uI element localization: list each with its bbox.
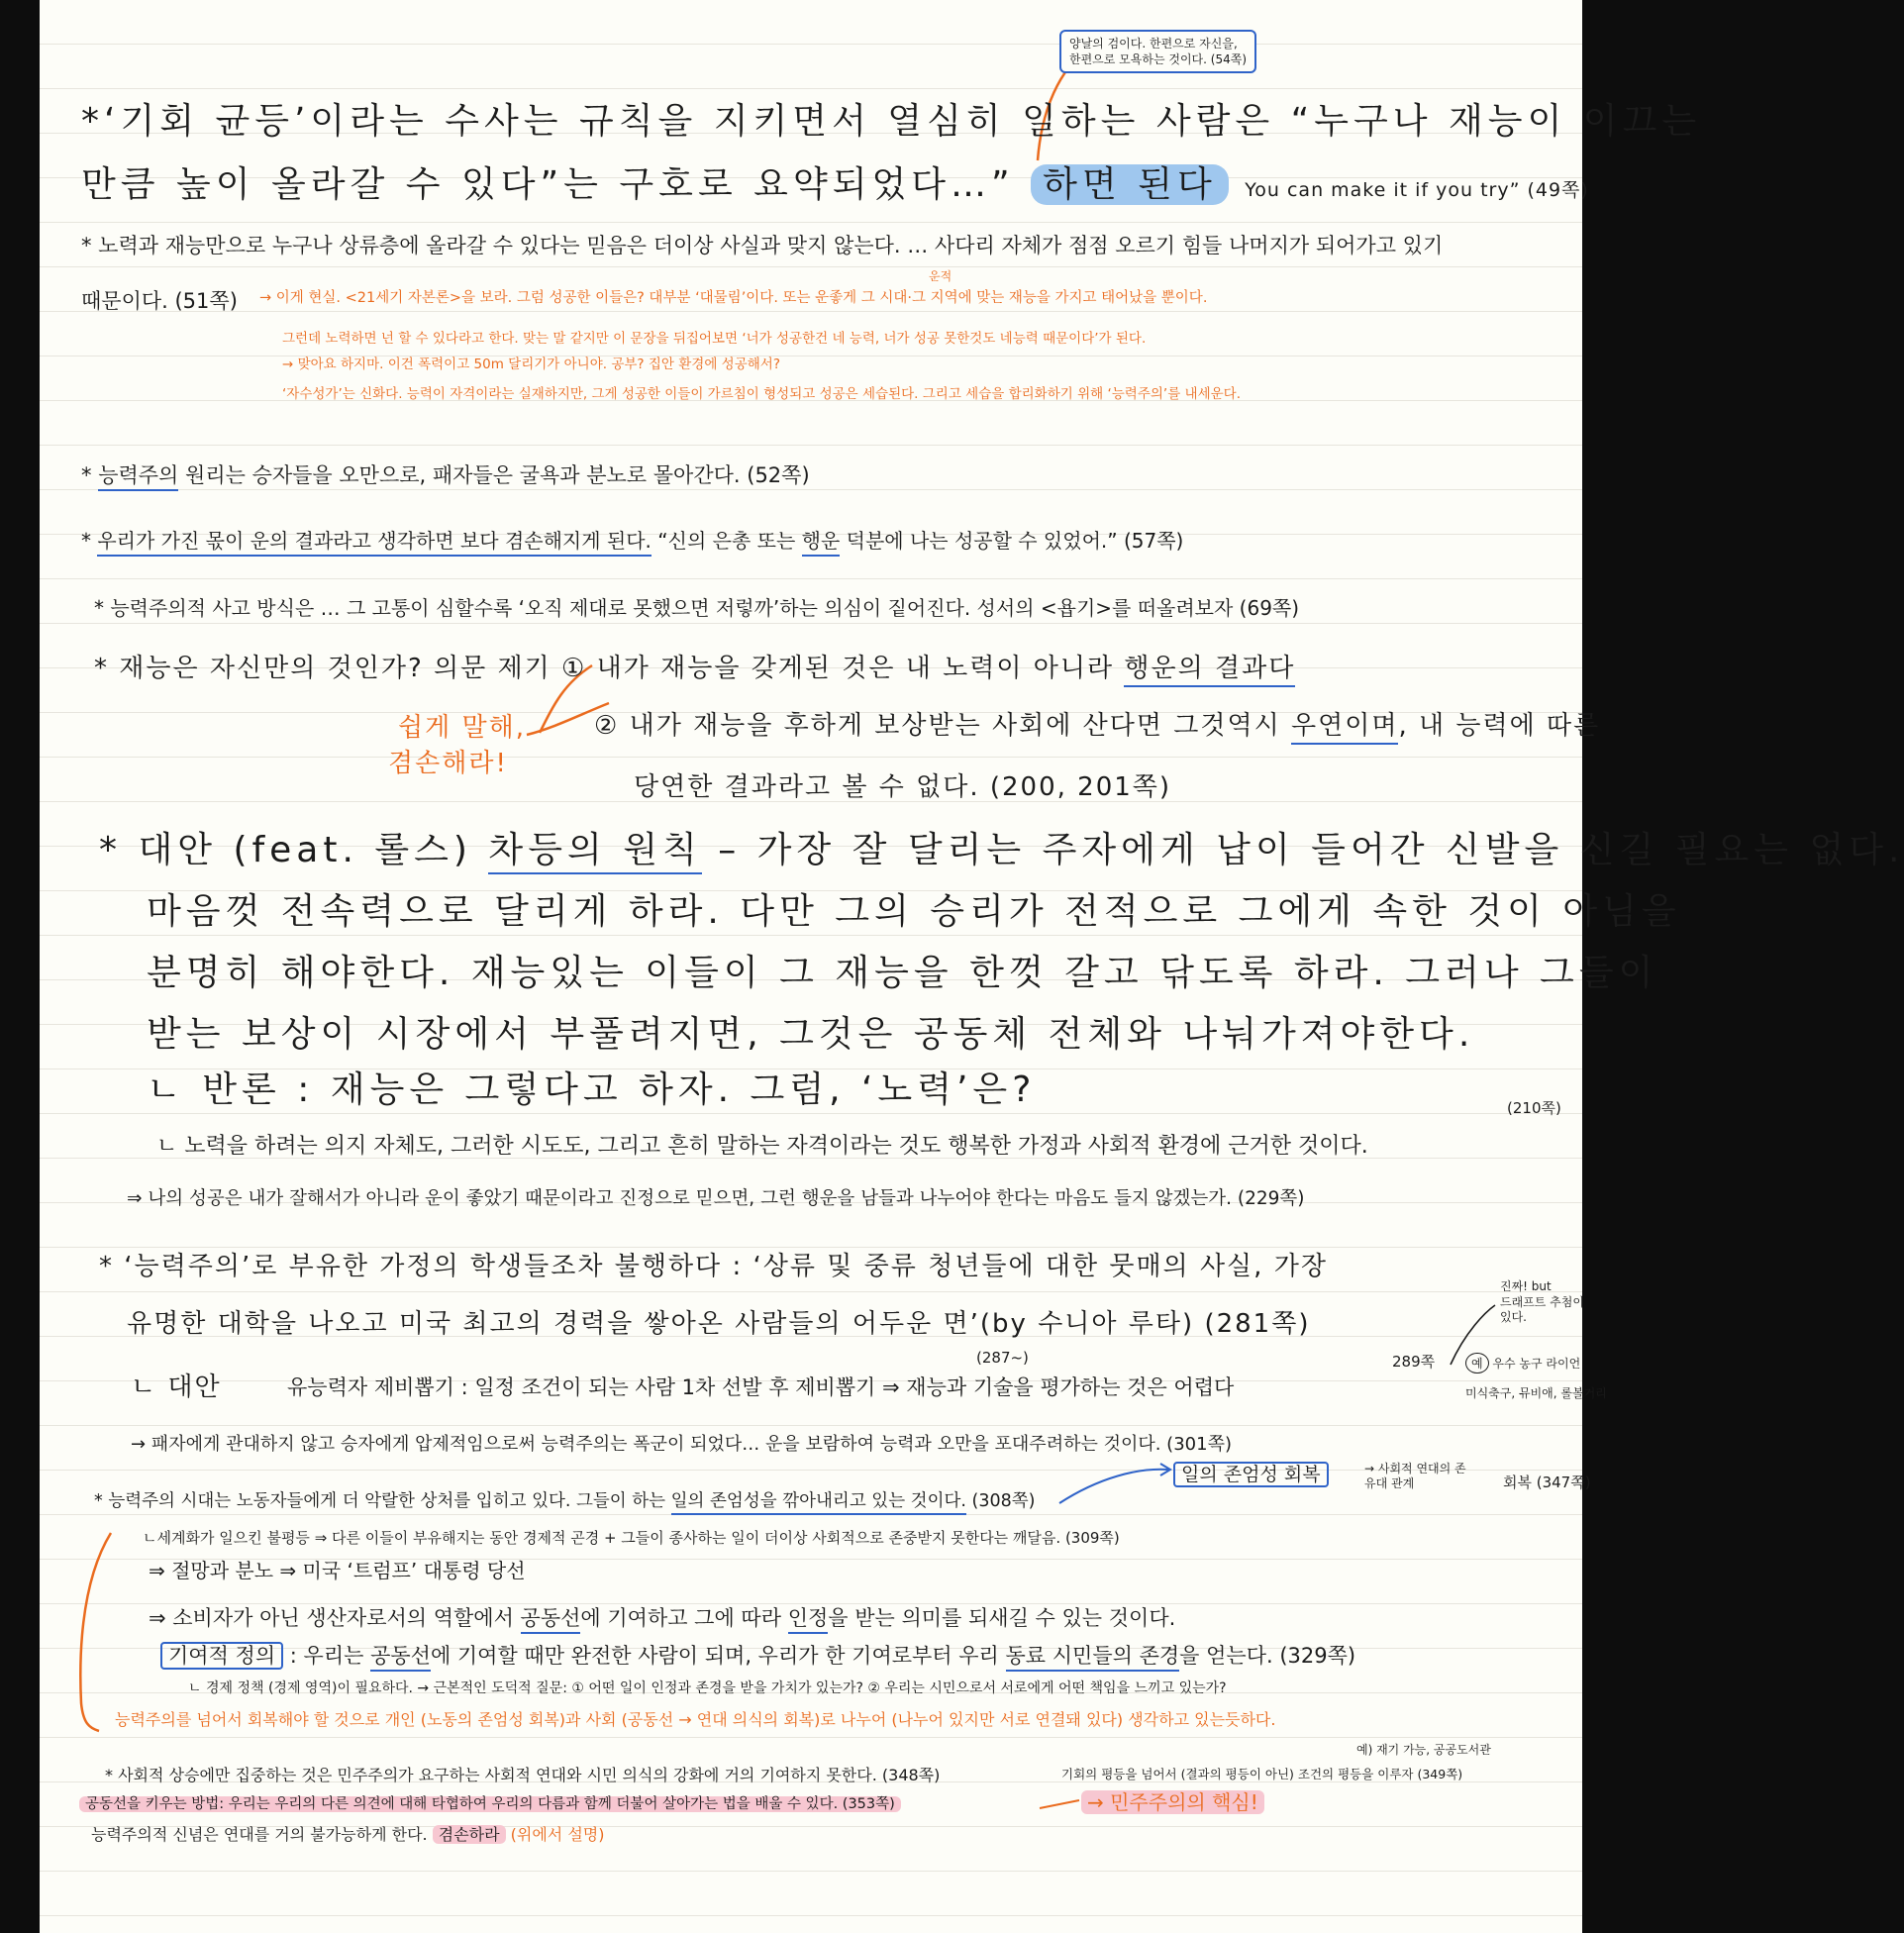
quote3-text: 원리는 승자들을 오만으로, 패자들은 굴욕과 분노로 몰아간다. (52쪽) — [185, 463, 810, 487]
cj-mid: 에 기여할 때만 완전한 사람이 되며, 우리가 한 기여로부터 우리 — [430, 1644, 1006, 1668]
dignity-restore-box — [1173, 1460, 1329, 1486]
solidarity-line1: → 사회적 연대의 존 — [1364, 1462, 1466, 1475]
callout-line-1: 양날의 검이다. 한편으로 자신을, — [1069, 37, 1238, 51]
notebook-page — [40, 0, 1904, 1933]
quote7-line1 — [99, 822, 1904, 872]
quote7-line4: 받는 보상이 시장에서 부풀려지면, 그것은 공동체 전체와 나눠가져야한다. — [147, 1014, 1475, 1055]
quote2-line2: 때문이다. (51쪽) — [81, 289, 238, 313]
summary-orange: 능력주의를 넘어서 회복해야 할 것으로 개인 (노동의 존엄성 회복)과 사회 (공동선 → 연대 의식의 회복)로 나누어 (나누어 있지만 서로 연결돼 있다) 생각하고 있는듯하다. — [115, 1710, 1276, 1729]
example-circle: 예 — [1465, 1353, 1489, 1373]
tyrant-note: → 패자에게 관대하지 않고 승자에게 압제적임으로써 능력주의는 폭군이 되었다… 운을 보람하여 능력과 오만을 포대주려하는 것이다. (301쪽) — [131, 1434, 1232, 1455]
orange-note-2: 그런데 노력하면 넌 할 수 있다라고 한다. 맞는 말 같지만 이 문장을 뒤집어보면 ‘너가 성공한건 네 능력, 너가 성공 못한것도 네능력 때문이다’가 된다. — [282, 331, 1147, 347]
common-good-text: ⇒ 소비자가 아닌 생산자로서의 역할에서 — [149, 1606, 521, 1630]
quote6-line3: 당연한 결과라고 볼 수 없다. (200, 201쪽) — [634, 772, 1172, 802]
common-good: 공동선 — [521, 1606, 581, 1634]
contributive-justice-term: 기여적 정의 — [160, 1642, 283, 1670]
orange-note-3: → 맞아요 하지마. 이건 폭력이고 50m 달리기가 아니야. 공부? 집안 환경에 성공해서? — [282, 356, 780, 372]
common-good-note — [149, 1602, 1175, 1632]
solidarity-line2: 유대 관계 — [1364, 1476, 1415, 1490]
quote6-chance: 우연이며 — [1291, 711, 1398, 745]
quote4-underlined: 우리가 가진 몫이 운의 결과라고 생각하면 보다 겸손해지게 된다. — [97, 529, 651, 557]
quote7-rest: – 가장 잘 달리는 주자에게 납이 들어간 신발을 신길 필요는 없다. — [701, 830, 1904, 870]
small-note-luck: 운적 — [929, 269, 952, 283]
orange-note-reality: → 이게 현실. <21세기 자본론>을 보라. 그럼 성공한 이들은? 대부분 ‘대물림’이다. 또는 운좋게 그 시대·그 지역에 맞는 재능을 가지고 태어났을 뿐이다. — [259, 290, 1208, 306]
democracy-core — [1081, 1786, 1264, 1815]
draft-note-line1: 진짜! but — [1500, 1279, 1552, 1293]
common-good-mid: 에 기여하고 그에 따라 — [580, 1606, 788, 1630]
orange-note-4: ‘자수성가’는 신화다. 능력이 자격이라는 실재하지만, 그게 성공한 이들이 가르침이 형성되고 성공은 세습된다. 그리고 세습을 합리화하기 위해 ‘능력주의’를 내세운다. — [282, 386, 1241, 402]
quote9-line1 — [94, 1487, 1035, 1512]
quote3-underlined: 능력주의 — [98, 463, 178, 491]
globalization-note: ㄴ세계화가 일으킨 불평등 ⇒ 다른 이들이 부유해지는 동안 경제적 곤경 + 그들이 종사하는 일이 더이상 사회적으로 존중받지 못한다는 깨달음. (309쪽) — [143, 1529, 1120, 1547]
cj-rest: 을 얻는다. (329쪽) — [1179, 1644, 1356, 1668]
quote7-rebuttal: ㄴ 반론 : 재능은 그렇다고 하자. 그럼, ‘노력’은? — [147, 1069, 1037, 1110]
quote9-page: (308쪽) — [965, 1491, 1036, 1511]
quote10-line2 — [79, 1792, 901, 1813]
contributive-justice — [160, 1640, 1355, 1670]
cj-common-good: 공동선 — [370, 1644, 431, 1672]
quote8-line2: 유명한 대학을 나오고 미국 최고의 경력을 쌓아온 사람들의 어두운 면’(by 수니아 루타) (281쪽) — [127, 1309, 1311, 1339]
democracy-core-text: → 민주주의의 핵심! — [1081, 1790, 1264, 1814]
be-humble: 겸손하라 — [433, 1825, 506, 1844]
draft-note-line3: 있다. — [1500, 1310, 1527, 1325]
quote10-line1: * 사회적 상승에만 집중하는 것은 민주주의가 요구하는 사회적 연대와 시민 의식의 강화에 거의 기여하지 못한다. (348쪽) — [105, 1766, 941, 1784]
cj-pre: : 우리는 — [283, 1644, 371, 1668]
page-ref-210: (210쪽) — [1507, 1099, 1561, 1117]
quote10-l3-text: 능력주의적 신념은 연대를 거의 불가능하게 한다. — [91, 1825, 433, 1844]
page-ref-287: (287~) — [976, 1349, 1029, 1367]
equality-of-conditions: 기회의 평등을 넘어서 (결과의 평등이 아닌) 조건의 평등을 이루자 (349쪽) — [1061, 1767, 1463, 1781]
common-good-method: 공동선을 키우는 방법: 우리는 우리의 다른 의견에 대해 타협하여 우리의 다름과 함께 더불어 살아가는 법을 배울 수 있다. (353쪽) — [79, 1796, 901, 1812]
quote6-b2-rest: , 내 능력에 따른 — [1398, 711, 1601, 741]
quote5: * 능력주의적 사고 방식은 … 그 고통이 심할수록 ‘오직 제대로 못했으면 저렇까’하는 의심이 짙어진다. 성서의 <욥기>를 떠올려보자 (69쪽) — [94, 596, 1300, 620]
moral-question-note: ㄴ 경제 정책 (경제 영역)이 필요하다. → 근본적인 도덕적 질문: ① 어떤 일이 인정과 존경을 받을 가치가 있는가? ② 우리는 시민으로서 서로에게 어떤 책임을 느끼고 있는가? — [188, 1680, 1227, 1696]
alternative-label: ㄴ 대안 — [131, 1373, 222, 1402]
quote1-line2 — [81, 156, 1589, 207]
despair-note: ⇒ 절망과 분노 ⇒ 미국 ‘트럼프’ 대통령 당선 — [149, 1559, 526, 1582]
difference-principle: 차등의 원칙 — [488, 830, 701, 874]
draft-note-line2: 드래프트 추첨이 — [1500, 1294, 1584, 1309]
quote7-line3: 분명히 해야한다. 재능있는 이들이 그 재능을 한껏 갈고 닦도록 하라. 그러나 그들이 — [147, 953, 1658, 993]
recognition: 인정 — [788, 1606, 829, 1634]
dignity-of-work: 일의 존엄성을 깎아내리고 있는 것이다. — [671, 1491, 966, 1515]
example-text: 우수 농구 라이언 — [1492, 1357, 1581, 1371]
quote4-text: “신의 은총 또는 — [651, 529, 802, 553]
quote4-text-2: 덕분에 나는 성공할 수 있었어.” (57쪽) — [840, 529, 1184, 553]
example-note — [1465, 1353, 1580, 1373]
page-ref-289: 289쪽 — [1392, 1353, 1436, 1371]
quote6-line2 — [594, 705, 1600, 742]
callout-box-double-edged — [1059, 30, 1256, 73]
quote2-line1: * 노력과 재능만으로 누구나 상류층에 올라갈 수 있다는 믿음은 더이상 사실과 맞지 않는다. … 사다리 자체가 점점 오르기 힘들 나머지가 되어가고 있기 — [81, 234, 1444, 257]
solidarity-restore: 회복 (347쪽) — [1503, 1474, 1591, 1491]
quote3: * 능력주의 원리는 승자들을 오만으로, 패자들은 굴욕과 분노로 몰아간다. (52쪽) — [81, 459, 810, 489]
quote1-line1: *‘기회 균등’이라는 수사는 규칙을 지키면서 열심히 일하는 사람은 “누구나 재능이 이끄는 — [81, 101, 1702, 142]
quote7-intro: * 대안 (feat. 롤스) — [99, 830, 489, 870]
quote4 — [81, 525, 1183, 554]
quote1-line2-text: 만큼 높이 올라갈 수 있다”는 구호로 요약되었다…” — [81, 164, 1015, 205]
lottery-proposal: 유능력자 제비뽑기 : 일정 조건이 되는 사람 1차 선발 후 제비뽑기 ⇒ 재능과 기술을 평가하는 것은 어렵다 — [287, 1375, 1235, 1399]
quote6-b2-text: ② 내가 재능을 후하게 보상받는 사회에 산다면 그것역시 — [594, 711, 1291, 741]
quote6-text: * 재능은 자신만의 것인가? 의문 제기 ① 내가 재능을 갖게된 것은 내 노력이 아니라 — [94, 654, 1125, 683]
quote7-effort: ㄴ 노력을 하려는 의지 자체도, 그러한 시도도, 그리고 흔히 말하는 자격이라는 것도 행복한 가정과 사회적 환경에 근거한 것이다. — [156, 1134, 1368, 1159]
quote6-luck-result: 행운의 결과다 — [1124, 654, 1295, 687]
quote6-line1 — [94, 648, 1295, 684]
side-note-be-humble: 겸손해라! — [388, 749, 508, 778]
explained-above: (위에서 설명) — [505, 1825, 605, 1844]
common-good-rest: 을 받는 의미를 되새길 수 있는 것이다. — [828, 1606, 1176, 1630]
quote7-line2: 마음껏 전속력으로 달리게 하라. 다만 그의 승리가 전적으로 그에게 속한 것이 아님을 — [147, 891, 1681, 932]
solidarity-note — [1364, 1462, 1466, 1491]
quote4-luck: 행운 — [802, 529, 841, 557]
quote9-text: * 능력주의 시대는 노동자들에게 더 악랄한 상처를 입히고 있다. 그들이 하는 — [94, 1491, 671, 1511]
dignity-restore: 일의 존엄성 회복 — [1173, 1462, 1329, 1487]
quote10-line3 — [91, 1822, 605, 1845]
quote7-conclusion: ⇒ 나의 성공은 내가 잘해서가 아니라 운이 좋았기 때문이라고 진정으로 믿으면, 그런 행운을 남들과 나누어야 한다는 마음도 들지 않겠는가. (229쪽) — [127, 1188, 1305, 1209]
side-note-simply: 쉽게 말해, — [398, 713, 526, 743]
callout-line-2: 한편으로 모욕하는 것이다. (54쪽) — [1069, 52, 1247, 67]
cj-fellow-citizens: 동료 시민들의 존경 — [1006, 1644, 1180, 1672]
draft-note — [1500, 1279, 1584, 1326]
highlight-you-can-do-it: 하면 된다 — [1031, 164, 1229, 205]
example-sub: 미식축구, 뮤비애, 롤볼거리 — [1465, 1386, 1607, 1400]
quote8-line1: * ‘능력주의’로 부유한 가정의 학생들조차 불행하다 : ‘상류 및 중류 청년들에 대한 뭇매의 사실, 가장 — [99, 1252, 1328, 1281]
quote4-star: * — [81, 529, 98, 553]
example-small: 예) 재기 가능, 공공도서관 — [1356, 1743, 1491, 1757]
quote1-english: You can make it if you try” (49쪽) — [1245, 179, 1589, 201]
